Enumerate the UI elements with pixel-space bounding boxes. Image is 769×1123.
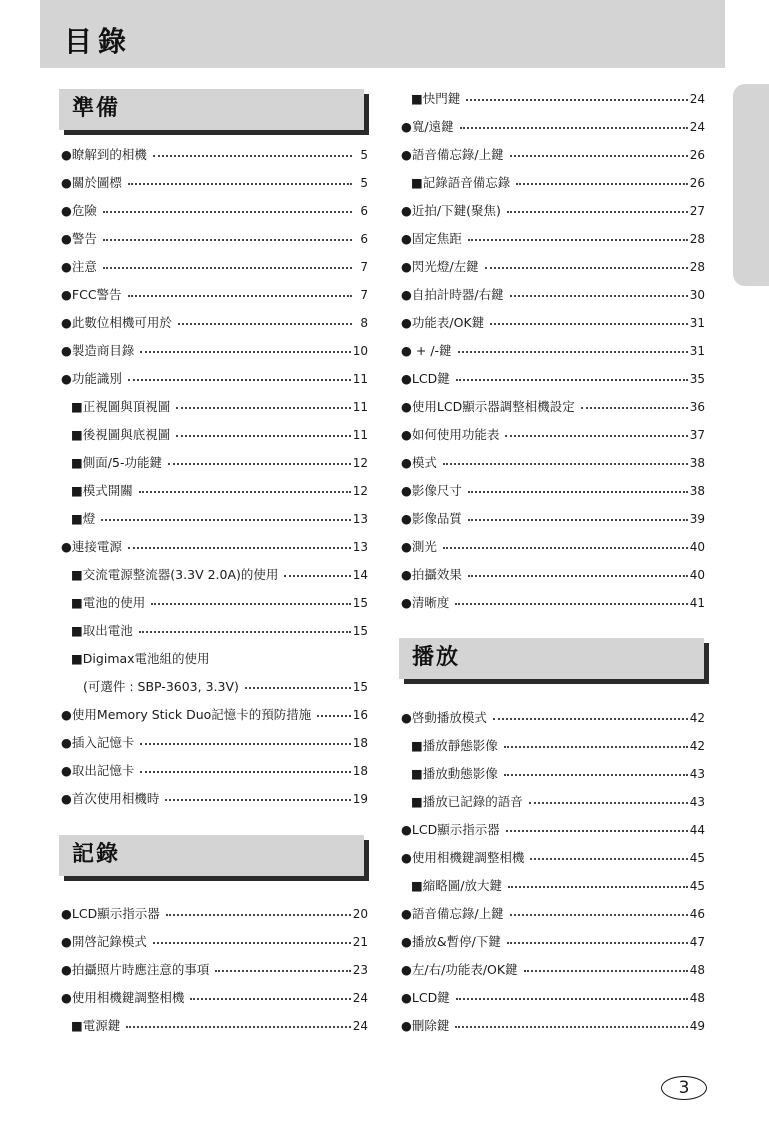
section-title: 播放: [412, 645, 461, 670]
toc-entry-title: ■電池的使用: [71, 594, 146, 610]
dot-leader: [284, 575, 350, 577]
toc-entry: [61, 959, 368, 981]
toc-entry-page: 27: [689, 204, 705, 218]
toc-entry: [401, 88, 705, 110]
page-number: 3: [661, 1076, 707, 1100]
toc-entry-page: 15: [352, 680, 368, 694]
dot-leader: [103, 267, 352, 269]
dot-leader: [128, 547, 351, 549]
dot-leader: [530, 858, 687, 860]
toc-entry: [61, 620, 368, 642]
dot-leader: [485, 267, 688, 269]
toc-entry: [401, 735, 705, 757]
toc-entry-page: 21: [352, 935, 368, 949]
toc-entry: [61, 592, 368, 614]
toc-entry-page: 47: [689, 935, 705, 949]
toc-entry: [401, 228, 705, 250]
toc-entry: [401, 987, 705, 1009]
dot-leader: [466, 99, 687, 101]
toc-entry-page: 15: [352, 624, 368, 638]
dot-leader: [103, 239, 352, 241]
toc-entry-page: 36: [689, 400, 705, 414]
toc-entry: [401, 424, 705, 446]
toc-entry: [61, 564, 368, 586]
toc-entry: [61, 284, 368, 306]
toc-entry: [401, 592, 705, 614]
dot-leader: [516, 183, 687, 185]
toc-entry-title: ●LCD顯示指示器: [401, 821, 500, 837]
toc-entry-page: 7: [360, 288, 368, 302]
toc-entry-title: ■快門鍵: [411, 90, 461, 106]
toc-entry: [61, 788, 368, 810]
dot-leader: [139, 631, 351, 633]
dot-leader: [128, 183, 352, 185]
toc-entry-page: 5: [360, 148, 368, 162]
toc-entry-title: ● + /-鍵: [401, 342, 452, 358]
toc-entry: [61, 368, 368, 390]
dot-leader: [128, 295, 352, 297]
toc-entry-title: ■記錄語音備忘錄: [411, 174, 511, 190]
toc-entry-page: 26: [689, 176, 705, 190]
dot-leader: [443, 463, 688, 465]
toc-entry-page: 24: [352, 1019, 368, 1033]
toc-entry-page: 13: [352, 540, 368, 554]
toc-entry: [401, 144, 705, 166]
toc-entry-page: 18: [352, 764, 368, 778]
toc-entry: [401, 819, 705, 841]
dot-leader: [504, 774, 688, 776]
toc-entry-title: ●語音備忘錄/上鍵: [401, 905, 504, 921]
toc-entry: [401, 368, 705, 390]
toc-entry-page: 6: [360, 232, 368, 246]
toc-entry-page: 11: [352, 400, 368, 414]
dot-leader: [165, 799, 350, 801]
toc-entry-title: ■模式開關: [71, 482, 133, 498]
toc-entry: [61, 903, 368, 925]
toc-entry-title: ●播放&暫停/下鍵: [401, 933, 501, 949]
dot-leader: [190, 998, 350, 1000]
toc-entry-title: ■後視圖與底視圖: [71, 426, 171, 442]
dot-leader: [176, 407, 350, 409]
dot-leader: [153, 155, 352, 157]
dot-leader: [468, 239, 688, 241]
dot-leader: [140, 771, 350, 773]
toc-entry-page: 23: [352, 963, 368, 977]
toc-entry-page: 40: [689, 540, 705, 554]
toc-entry-title: ●使用Memory Stick Duo記憶卡的預防措施: [61, 706, 312, 722]
toc-entry-page: 11: [352, 372, 368, 386]
toc-entry-title: ●LCD鍵: [401, 989, 450, 1005]
toc-entry: [401, 903, 705, 925]
toc-entry-title: ■縮略圖/放大鍵: [411, 877, 503, 893]
toc-entry: [401, 340, 705, 362]
toc-entry-page: 18: [352, 736, 368, 750]
dot-leader: [468, 575, 688, 577]
toc-entry: [61, 676, 368, 698]
toc-entry-title: ●功能識別: [61, 370, 122, 386]
dot-leader: [468, 491, 688, 493]
toc-entry-title: ■Digimax電池組的使用: [71, 650, 210, 666]
dot-leader: [178, 323, 352, 325]
toc-entry-title: ●製造商目錄: [61, 342, 135, 358]
toc-entry-title: ●清晰度: [401, 594, 450, 610]
toc-entry-title: ●插入記憶卡: [61, 734, 135, 750]
dot-leader: [506, 830, 688, 832]
toc-entry-page: 49: [689, 1019, 705, 1033]
toc-entry-title: ●測光: [401, 538, 437, 554]
section-title: 準備: [72, 96, 121, 121]
toc-entry-title: ●影像品質: [401, 510, 462, 526]
toc-entry-page: 31: [689, 316, 705, 330]
toc-entry: [61, 648, 368, 670]
toc-entry-title: ■播放動態影像: [411, 765, 498, 781]
toc-entry: [401, 959, 705, 981]
dot-leader: [510, 295, 688, 297]
toc-entry-page: 24: [689, 120, 705, 134]
side-tab: [733, 84, 769, 286]
toc-entry: [61, 256, 368, 278]
toc-entry-page: 26: [689, 148, 705, 162]
toc-entry-page: 35: [689, 372, 705, 386]
dot-leader: [245, 687, 351, 689]
dot-leader: [151, 603, 350, 605]
toc-entry-title: ●關於圖標: [61, 174, 122, 190]
dot-leader: [455, 1026, 687, 1028]
dot-leader: [456, 998, 688, 1000]
toc-entry-title: ●注意: [61, 258, 97, 274]
dot-leader: [215, 970, 350, 972]
dot-leader: [101, 519, 350, 521]
toc-entry-title: ■播放已記錄的語音: [411, 793, 523, 809]
section-title: 記錄: [72, 842, 121, 867]
dot-leader: [126, 1026, 350, 1028]
toc-entry-page: 37: [689, 428, 705, 442]
toc-entry-page: 44: [689, 823, 705, 837]
toc-entry: [61, 1015, 368, 1037]
toc-entry-title: ●使用LCD顯示器調整相機設定: [401, 398, 575, 414]
toc-entry: [61, 144, 368, 166]
dot-leader: [456, 379, 688, 381]
toc-entry-title: ■正視圖與頂視圖: [71, 398, 171, 414]
toc-entry-title: ●固定焦距: [401, 230, 462, 246]
toc-entry-page: 38: [689, 484, 705, 498]
toc-entry: [401, 256, 705, 278]
toc-entry: [401, 763, 705, 785]
toc-entry: [61, 396, 368, 418]
toc-entry-page: 16: [352, 708, 368, 722]
dot-leader: [455, 603, 687, 605]
dot-leader: [507, 942, 688, 944]
toc-entry-page: 11: [352, 428, 368, 442]
toc-entry: [401, 172, 705, 194]
toc-entry-title: ●左/右/功能表/OK鍵: [401, 961, 518, 977]
toc-entry: [401, 480, 705, 502]
toc-entry-page: 24: [352, 991, 368, 1005]
dot-leader: [504, 746, 688, 748]
dot-leader: [508, 886, 688, 888]
toc-entry-title: ●語音備忘錄/上鍵: [401, 146, 504, 162]
toc-entry: [61, 424, 368, 446]
dot-leader: [581, 407, 688, 409]
toc-entry: [401, 791, 705, 813]
dot-leader: [139, 491, 351, 493]
toc-entry-page: 43: [689, 767, 705, 781]
toc-entry-title: ●警告: [61, 230, 97, 246]
toc-entry-title: ●自拍計時器/右鍵: [401, 286, 504, 302]
toc-entry-page: 8: [360, 316, 368, 330]
toc-entry-page: 30: [689, 288, 705, 302]
toc-entry-page: 40: [689, 568, 705, 582]
toc-entry-title: ■取出電池: [71, 622, 133, 638]
toc-entry-page: 20: [352, 907, 368, 921]
dot-leader: [153, 942, 351, 944]
dot-leader: [443, 547, 688, 549]
toc-entry: [401, 452, 705, 474]
toc-entry: [61, 228, 368, 250]
toc-entry-page: 45: [689, 851, 705, 865]
toc-entry: [61, 732, 368, 754]
toc-entry: [61, 312, 368, 334]
toc-entry-title: ■側面/5-功能鍵: [71, 454, 162, 470]
toc-entry-page: 48: [689, 963, 705, 977]
toc-entry-page: 19: [352, 792, 368, 806]
toc-entry: [61, 536, 368, 558]
dot-leader: [507, 211, 688, 213]
toc-entry-title: ■交流電源整流器(3.3V 2.0A)的使用: [71, 566, 279, 582]
toc-entry-title: ●使用相機鍵調整相機: [401, 849, 525, 865]
header-bar: [40, 0, 725, 68]
section-prepare: [59, 89, 364, 130]
toc-entry-title: ●拍攝效果: [401, 566, 462, 582]
toc-entry-title: ●閃光燈/左鍵: [401, 258, 479, 274]
toc-entry-title: ●取出記憶卡: [61, 762, 135, 778]
dot-leader: [168, 463, 351, 465]
toc-entry-page: 28: [689, 260, 705, 274]
toc-entry-title: ●瞭解到的相機: [61, 146, 147, 162]
toc-entry-title: ●使用相機鍵調整相機: [61, 989, 185, 1005]
toc-entry-title: ●影像尺寸: [401, 482, 462, 498]
dot-leader: [103, 211, 352, 213]
toc-entry: [61, 987, 368, 1009]
toc-entry-title: ●啓動播放模式: [401, 709, 487, 725]
toc-entry-title: ●危險: [61, 202, 97, 218]
toc-entry-page: 24: [689, 92, 705, 106]
toc-entry-page: 31: [689, 344, 705, 358]
toc-entry-title: ●功能表/OK鍵: [401, 314, 485, 330]
toc-entry-title: ●此數位相機可用於: [61, 314, 172, 330]
toc-entry-page: 48: [689, 991, 705, 1005]
toc-entry: [401, 875, 705, 897]
toc-entry-title: ●LCD顯示指示器: [61, 905, 160, 921]
toc-entry-page: 14: [352, 568, 368, 582]
toc-entry: [401, 707, 705, 729]
dot-leader: [128, 379, 351, 381]
toc-entry: [61, 704, 368, 726]
toc-entry-title: ■播放靜態影像: [411, 737, 498, 753]
dot-leader: [510, 914, 688, 916]
toc-entry-title: ●FCC警告: [61, 286, 122, 302]
toc-entry-page: 42: [689, 739, 705, 753]
toc-entry: [401, 536, 705, 558]
dot-leader: [458, 351, 688, 353]
toc-entry: [401, 116, 705, 138]
toc-entry: [61, 200, 368, 222]
toc-entry-page: 46: [689, 907, 705, 921]
toc-entry: [61, 480, 368, 502]
toc-entry-page: 39: [689, 512, 705, 526]
toc-entry-title: ●刪除鍵: [401, 1017, 450, 1033]
toc-entry-page: 28: [689, 232, 705, 246]
toc-entry-title: ■電源鍵: [71, 1017, 121, 1033]
toc-entry-page: 6: [360, 204, 368, 218]
toc-entry: [401, 284, 705, 306]
toc-entry-page: 42: [689, 711, 705, 725]
toc-entry-page: 15: [352, 596, 368, 610]
dot-leader: [529, 802, 688, 804]
toc-entry: [401, 931, 705, 953]
toc-entry-title: ●拍攝照片時應注意的事項: [61, 961, 210, 977]
dot-leader: [468, 519, 688, 521]
dot-leader: [524, 970, 688, 972]
toc-entry-page: 7: [360, 260, 368, 274]
toc-entry-page: 41: [689, 596, 705, 610]
toc-entry: [401, 508, 705, 530]
toc-entry: [401, 200, 705, 222]
section-playback: [399, 638, 704, 679]
dot-leader: [460, 127, 688, 129]
toc-entry-title: (可選件 : SBP-3603, 3.3V): [83, 678, 239, 694]
page-title: 目錄: [64, 25, 133, 58]
section-record: [59, 835, 364, 876]
dot-leader: [505, 435, 687, 437]
toc-entry: [61, 452, 368, 474]
toc-entry-title: ●開啓記錄模式: [61, 933, 147, 949]
toc-entry-title: ●如何使用功能表: [401, 426, 500, 442]
toc-entry: [401, 1015, 705, 1037]
toc-entry: [61, 172, 368, 194]
dot-leader: [317, 715, 350, 717]
toc-entry-title: ●模式: [401, 454, 437, 470]
toc-entry-page: 12: [352, 484, 368, 498]
toc-entry: [401, 564, 705, 586]
toc-entry-page: 10: [352, 344, 368, 358]
toc-entry-page: 45: [689, 879, 705, 893]
toc-entry: [401, 847, 705, 869]
toc-entry-page: 5: [360, 176, 368, 190]
toc-entry-title: ●近拍/下鍵(聚焦): [401, 202, 501, 218]
toc-entry-page: 13: [352, 512, 368, 526]
toc-entry: [61, 760, 368, 782]
toc-entry-page: 12: [352, 456, 368, 470]
dot-leader: [176, 435, 350, 437]
toc-entry: [401, 312, 705, 334]
toc-entry-title: ■燈: [71, 510, 96, 526]
dot-leader: [493, 718, 688, 720]
toc-entry-page: 38: [689, 456, 705, 470]
toc-entry-title: ●寬/遠鍵: [401, 118, 454, 134]
toc-entry: [61, 508, 368, 530]
toc-entry: [401, 396, 705, 418]
dot-leader: [510, 155, 688, 157]
toc-entry-title: ●連接電源: [61, 538, 122, 554]
dot-leader: [140, 351, 350, 353]
toc-entry-page: 43: [689, 795, 705, 809]
toc-entry: [61, 931, 368, 953]
dot-leader: [490, 323, 688, 325]
toc-entry-title: ●首次使用相機時: [61, 790, 160, 806]
dot-leader: [140, 743, 350, 745]
toc-entry-title: ●LCD鍵: [401, 370, 450, 386]
dot-leader: [166, 914, 351, 916]
toc-entry: [61, 340, 368, 362]
